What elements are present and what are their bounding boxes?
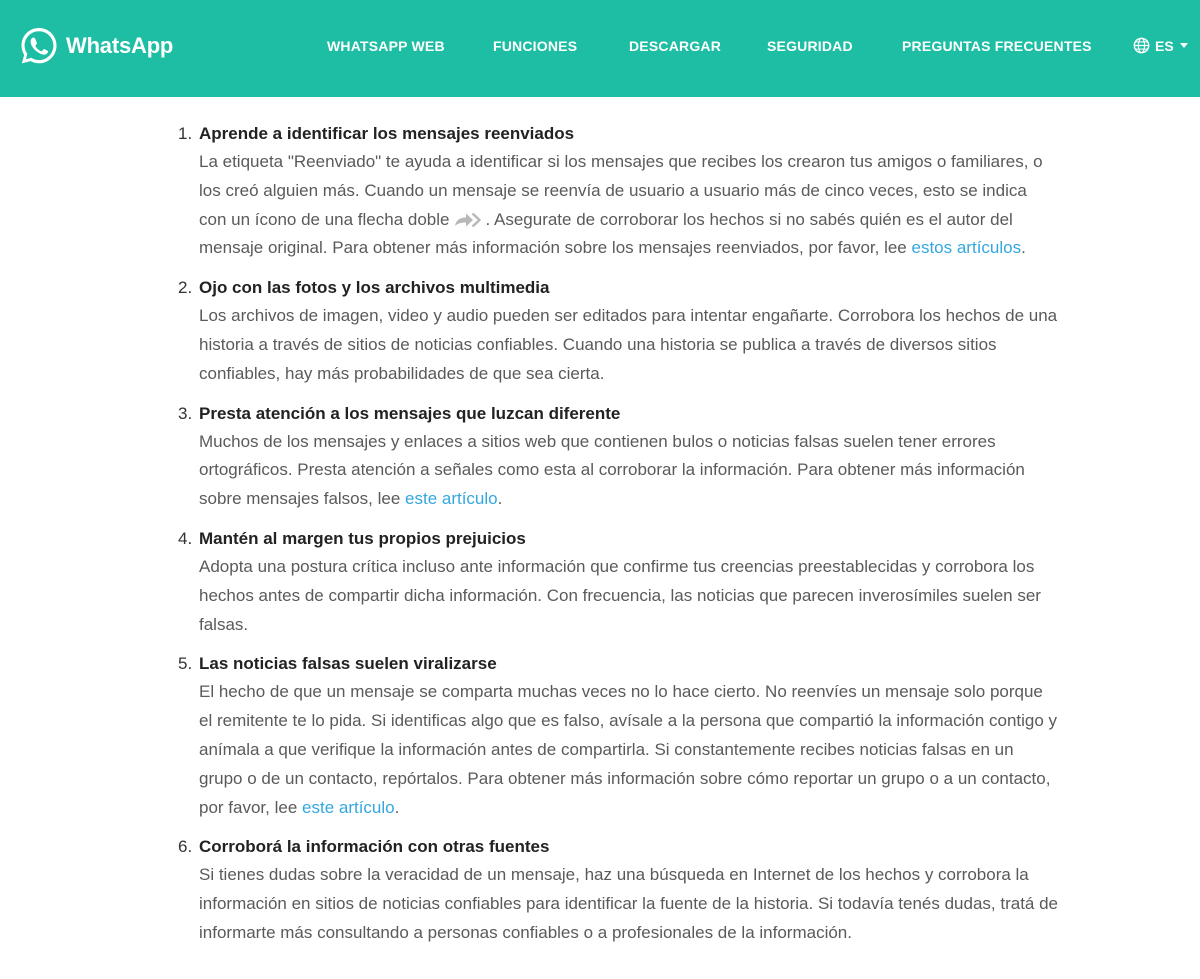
tip-text: Adopta una postura crítica incluso ante información que confirme tus creencias preestablecidas y corrobora los hechos antes de compartir dicha información. Con frecuencia, las noticias que parecen inverosímiles suelen ser falsas. [199, 556, 1041, 634]
tip-item [178, 120, 1058, 263]
tip-item [178, 400, 1058, 514]
tip-item [178, 525, 1058, 639]
brand-home-link[interactable] [18, 25, 173, 67]
nav-funciones[interactable]: FUNCIONES [493, 38, 578, 54]
tip-item [178, 833, 1058, 947]
fake-messages-article-link[interactable]: este artículo [405, 489, 498, 509]
tip-title: Las noticias falsas suelen viralizarse [199, 654, 497, 674]
tip-number: 6. [178, 837, 193, 857]
tip-number: 2. [178, 278, 193, 298]
tip-title: Corroborá la información con otras fuentes [199, 837, 550, 857]
tip-text: Los archivos de imagen, video y audio pueden ser editados para intentar engañarte. Corrobora los hechos de una historia a través de sitios de noticias confiables. Cuando una historia se publica a través de diversos sitios confiables, hay más probabilidades de que sea cierta. [199, 306, 1058, 383]
language-selector[interactable] [1133, 37, 1188, 54]
tip-title: Mantén al margen tus propios prejuicios [199, 528, 526, 548]
nav-seguridad[interactable]: SEGURIDAD [767, 38, 853, 54]
site-header [0, 0, 1200, 97]
tip-item [178, 274, 1058, 388]
tip-number: 3. [178, 403, 193, 423]
tip-text: Muchos de los mensajes y enlaces a sitios web que contienen bulos o noticias falsas suelen tener errores ortográficos. Presta atención a señales como esta al corroborar la información. Para obtener más información sobre mensajes falsos, lee este artículo. [199, 431, 1025, 509]
tip-item [178, 650, 1058, 822]
chevron-down-icon [1180, 43, 1188, 48]
nav-preguntas-frecuentes[interactable]: PREGUNTAS FRECUENTES [902, 38, 1092, 54]
brand-name: WhatsApp [66, 33, 174, 58]
nav-descargar[interactable]: DESCARGAR [629, 38, 722, 54]
tip-title: Aprende a identificar los mensajes reenviados [199, 124, 575, 143]
tip-number: 1. [178, 124, 193, 143]
tip-title: Ojo con las fotos y los archivos multimedia [199, 278, 550, 298]
tip-text: La etiqueta "Reenviado" te ayuda a identificar si los mensajes que recibes los crearon tus amigos o familiares, o los creó alguien más. Cuando un mensaje se reenvía de usuario a usuario más de cinco veces, esto se indica con un ícono de una flecha doble . Asegurate de corroborar los hechos si no sabés quién es el autor del mensaje original. Para obtener más información sobre los mensajes reenviados, por favor, lee estos artículos. [199, 152, 1043, 258]
tip-title: Presta atención a los mensajes que luzcan diferente [199, 403, 621, 423]
report-group-article-link[interactable]: este artículo [302, 797, 395, 817]
tip-text: Si tienes dudas sobre la veracidad de un mensaje, haz una búsqueda en Internet de los hechos y corrobora la información en sitios de noticias confiables para identificar la fuente de la historia. Si todavía tenés dudas, tratá de informarte más consultando a personas confiables o a profesionales de la información. [199, 865, 1059, 942]
whatsapp-logo-icon [18, 25, 60, 67]
double-forward-arrow-icon [453, 211, 483, 229]
globe-icon [1133, 37, 1150, 54]
tip-number: 5. [178, 654, 193, 674]
tip-text: El hecho de que un mensaje se comparta muchas veces no lo hace cierto. No reenvíes un mensaje solo porque el remitente te lo pida. Si identificas algo que es falso, avísale a la persona que compartió la información contigo y anímala a que verifique la información antes de compartirla. Si constantemente recibes noticias falsas en un grupo o de un contacto, repórtalos. Para obtener más información sobre cómo reportar un grupo o a un contacto, por favor, lee este artículo. [199, 682, 1058, 817]
tip-number: 4. [178, 528, 193, 548]
nav-whatsapp-web[interactable]: WHATSAPP WEB [327, 38, 445, 54]
forwarded-messages-articles-link[interactable]: estos artículos [911, 238, 1022, 258]
language-label: ES [1155, 37, 1174, 54]
tips-list [178, 120, 1058, 959]
